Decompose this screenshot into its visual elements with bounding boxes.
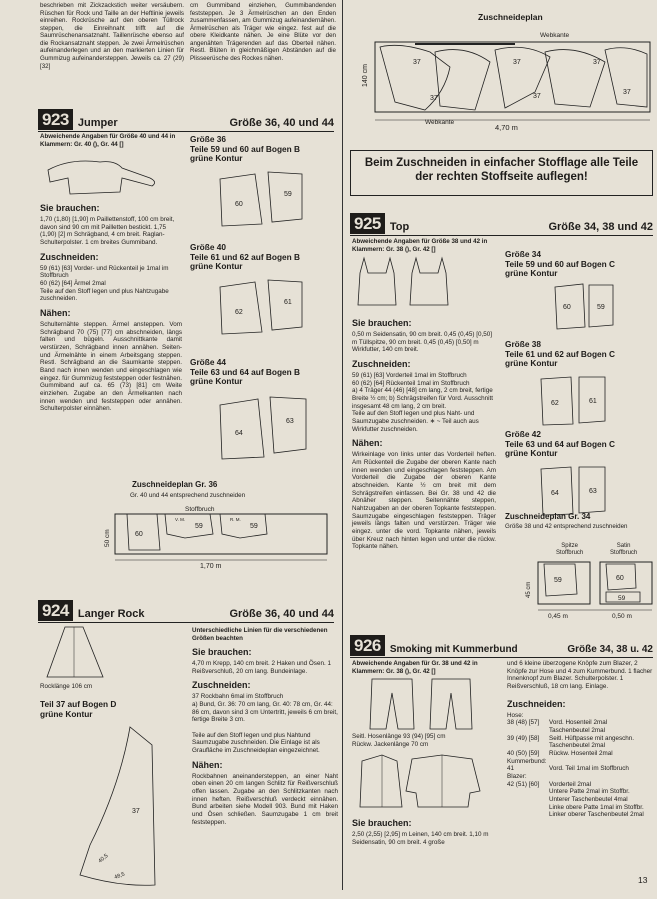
s925-plan-diagram bbox=[520, 560, 655, 620]
s923-brauchen-heading: Sie brauchen: bbox=[40, 203, 100, 214]
zp-piece-2: 37 bbox=[430, 95, 438, 102]
section-923-title: Jumper bbox=[77, 116, 118, 129]
s925-g3-a: 64 bbox=[551, 489, 559, 497]
s923-g1-a: 60 bbox=[235, 200, 243, 208]
zp-piece-1: 37 bbox=[413, 59, 421, 66]
s924-teil: Teil 37 auf Bogen D grüne Kontur bbox=[40, 699, 117, 719]
section-925-number: 925 bbox=[350, 213, 385, 234]
zp-piece-5: 37 bbox=[593, 59, 601, 66]
s925-brauchen: 0,50 m Seidensatin, 90 cm breit. 0,45 (0,45) [0,50] m Tüllspitze, 90 cm breit. 0,45 (0,45) [0,50] m Wirkfutter, 140 cm breit. bbox=[352, 331, 493, 354]
section-923-sizes: Größe 36, 40 und 44 bbox=[229, 116, 334, 129]
zuschneiden-row-num: 42 (51) [60] bbox=[507, 780, 540, 788]
s925-g2-a: 62 bbox=[551, 399, 559, 407]
s923-plan-title: Zuschneideplan Gr. 36 bbox=[132, 480, 218, 489]
s925-plan-left-label: Spitze Stoffbruch bbox=[556, 543, 584, 557]
s923-zuschneiden-heading: Zuschneiden: bbox=[40, 251, 99, 262]
s925-group-1-pieces bbox=[505, 279, 645, 337]
section-925-header bbox=[350, 213, 653, 236]
zp-webkante-top: Webkante bbox=[540, 32, 570, 39]
s923-pattern-group-3 bbox=[190, 358, 338, 467]
zp-piece-3: 37 bbox=[513, 59, 521, 66]
s924-brauchen-heading: Sie brauchen: bbox=[192, 647, 252, 658]
s926-zuschneiden-list bbox=[507, 712, 653, 819]
zuschneiden-row-num: 39 (49) [58] bbox=[507, 734, 540, 742]
s923-plan-fold: Stoffbruch bbox=[185, 506, 215, 513]
zuschneiden-row bbox=[507, 773, 653, 781]
section-926-sizes: Größe 34, 38 u. 42 bbox=[567, 643, 653, 655]
s925-g1-b: 59 bbox=[597, 303, 605, 311]
zuschneiden-row-text: Vord. Hosenteil 2mal Taschenbeutel 2mal bbox=[549, 719, 608, 734]
s923-g3-a: 64 bbox=[235, 429, 243, 437]
s924-mark-1: 40,5 bbox=[97, 853, 110, 865]
s923-plan-width: 1,70 m bbox=[200, 563, 222, 570]
s923-group-3-pieces bbox=[190, 387, 330, 467]
zuschneiden-row-text: Seitl. Hüftpasse mit angeschn. Taschenbeutel 2mal bbox=[549, 734, 635, 750]
s923-intro: Abweichende Angaben für Größe 40 und 44 in Klammern: Gr. 40 (), Gr. 44 [] bbox=[40, 133, 176, 148]
section-926-header bbox=[350, 635, 653, 658]
s926-laenge: Seitl. Hosenlänge 93 (94) [95] cm Rückw. Jackenlänge 70 cm bbox=[352, 733, 446, 748]
s923-plan-sub: Gr. 40 und 44 entsprechend zuschneiden bbox=[130, 492, 246, 499]
zuschneiden-row-num: Blazer: bbox=[507, 773, 527, 781]
s925-plan-width-right: 0,50 m bbox=[612, 613, 632, 620]
zp-width: 4,70 m bbox=[495, 123, 518, 132]
zuschneiden-row bbox=[507, 719, 653, 734]
section-926-left bbox=[352, 660, 502, 847]
zuschneiden-row-num: 40 (50) [59] bbox=[507, 750, 540, 758]
zuschneiden-row bbox=[507, 781, 653, 819]
section-924-header bbox=[38, 600, 334, 623]
s925-pattern-group-3 bbox=[505, 430, 655, 519]
s925-plan-height: 45 cm bbox=[526, 581, 532, 598]
zuschneiden-row-num: 41 bbox=[507, 765, 515, 773]
page-number: 13 bbox=[638, 875, 648, 885]
s923-group-1-label: Größe 36 Teile 59 und 60 auf Bogen B grüne Kontur bbox=[190, 134, 301, 164]
section-926-title: Smoking mit Kummerbund bbox=[389, 643, 518, 655]
s924-naehen-heading: Nähen: bbox=[192, 759, 223, 770]
s923-brauchen: 1,70 (1,80) [1,90] m Paillettenstoff, 100 cm breit, davon sind 90 cm mit Pailletten bestickt. 1,75 (1,90) [2] m Schrägband, 4 cm breit. Raglan-Schulterpolster. 1 cm breites Gummiband. bbox=[40, 216, 175, 247]
s925-plan-width-left: 0,45 m bbox=[548, 613, 568, 620]
s923-g3-b: 63 bbox=[286, 417, 294, 425]
s925-group-2-pieces bbox=[505, 369, 645, 429]
s925-plan-title: Zuschneideplan Gr. 34 bbox=[505, 512, 591, 521]
s923-group-2-pieces bbox=[190, 272, 330, 342]
s926-brauchen: 2,50 (2,55) [2,95] m Leinen, 140 cm breit. 1,10 m Seidensatin, 90 cm breit. 4 große bbox=[352, 831, 489, 847]
zuschneiden-row-num: 38 (48) [57] bbox=[507, 719, 540, 727]
s926-zuschneiden-heading: Zuschneiden: bbox=[507, 698, 566, 709]
s923-plan-height: 50 cm bbox=[104, 529, 111, 547]
zp-height: 140 cm bbox=[362, 64, 369, 87]
s923-naehen-heading: Nähen: bbox=[40, 308, 71, 319]
s925-naehen-heading: Nähen: bbox=[352, 438, 383, 449]
section-924-number: 924 bbox=[38, 600, 73, 621]
s924-naehen: Rockbahnen aneinandersteppen, an einer Naht oben einen 20 cm langen Schlitz für Reißverschluß offen lassen. Zugabe an den Schlitzkanten nach innen heften. Reißverschluß verdeckt einnähen. Bund arbeiten siehe Modell 903. Bund mit Haken und Ösen schließen. Saumzugabe 1 cm breit feststeppen. bbox=[192, 772, 338, 826]
s925-group-3-label: Größe 42 Teile 63 und 64 auf Bogen C grüne Kontur bbox=[505, 429, 616, 459]
zuschneiden-row bbox=[507, 735, 653, 750]
trousers-sketch bbox=[352, 675, 492, 733]
s924-laenge: Rocklänge 106 cm bbox=[40, 683, 93, 690]
section-925-left bbox=[352, 238, 496, 551]
s926-col2-text: und 6 kleine überzogene Knöpfe zum Blazer, 2 Knöpfe zur Hose und 4 zum Kummerbund. 1 flacher Innenknopf zum Blazer. Schulterpolster. 1 Reißverschluß, 18 cm lang. Einlage. bbox=[507, 660, 653, 691]
zuschneiden-row bbox=[507, 750, 653, 758]
s923-group-1-pieces bbox=[190, 164, 330, 234]
section-923-number: 923 bbox=[38, 109, 73, 130]
s924-mark-2: 48,5 bbox=[113, 871, 126, 881]
s925-plan-right-label: Satin Stoffbruch bbox=[610, 543, 638, 557]
section-923-left bbox=[40, 133, 182, 413]
section-926-right bbox=[507, 660, 653, 819]
s925-g1-a: 60 bbox=[563, 303, 571, 311]
s924-intro: Unterschiedliche Linien für die verschiedenen Größen beachten bbox=[192, 627, 328, 642]
s925-plan-p2: 60 bbox=[616, 575, 624, 582]
s923-zuschneiden: 59 (61) [63] Vorder- und Rückenteil je 1mal im Stoffbruch 60 (62) [64] Ärmel 2mal Teile auf den Stoff legen und plus Nahtzugabe zuschneiden. bbox=[40, 264, 169, 303]
s925-group-2-label: Größe 38 Teile 61 und 62 auf Bogen C grüne Kontur bbox=[505, 339, 616, 369]
s923-plan-p2: 59 bbox=[195, 523, 203, 530]
section-926-number: 926 bbox=[350, 635, 385, 656]
zuschneiden-row bbox=[507, 765, 653, 773]
section-925-sizes: Größe 34, 38 und 42 bbox=[548, 220, 653, 233]
s923-pattern-group-1 bbox=[190, 135, 338, 234]
s923-plan-diagram bbox=[105, 502, 335, 572]
s925-intro: Abweichende Angaben für Größe 38 und 42 in Klammern: Gr. 38 (), Gr. 42 [] bbox=[352, 238, 488, 253]
s923-naehen: Schulternähte steppen. Ärmel ansteppen. Vom Schrägband 70 (75) [77] cm abschneiden, längs falten und bügeln. Ausschnittkante damit verstürzen, Schrägband innen annähen. Seiten- und Ärmelnähte in einem Arbeitsgang steppen. Restl. Schrägband an die Saumkante steppen. Band nach innen wenden und eingeschlagen wie eingez. für Gummizug feststeppen oder festnähen. Gummiband auf ca. 65 (73) [81] cm Weite einziehen. Zugabe an den Ärmelkanten nach innen wenden und feststeppen oder annähen. Schulterpolster einnähen. bbox=[40, 321, 182, 413]
s924-piece-diagram bbox=[60, 725, 180, 893]
column-divider bbox=[342, 0, 343, 890]
banner: Beim Zuschneiden in einfacher Stofflage alle Teile der rechten Stoffseite auflegen! bbox=[350, 150, 653, 196]
zuschneiden-row-text: Vord. Teil 1mal im Stoffbruch bbox=[549, 765, 629, 773]
s925-group-3-pieces bbox=[505, 459, 645, 519]
zuschneiden-row-text: Vorderteil 2mal Untere Patte 2mal im Stoffbr. Unterer Taschenbeutel 4mal Linke obere Patte 1mal im Stoffbr. Linker oberer Taschenbeutel 2mal bbox=[549, 780, 644, 819]
s925-brauchen-heading: Sie brauchen: bbox=[352, 318, 412, 329]
s923-pattern-group-2 bbox=[190, 243, 338, 342]
zuschneiden-row-text: Rückw. Hosenteil 2mal bbox=[549, 750, 613, 758]
section-924-right bbox=[192, 627, 338, 826]
s925-plan-p1: 59 bbox=[554, 577, 562, 584]
s923-plan-p1: 60 bbox=[135, 531, 143, 538]
section-923-header bbox=[38, 109, 334, 132]
zuschneideplan-diagram bbox=[355, 22, 655, 137]
s923-g1-b: 59 bbox=[284, 190, 292, 198]
s923-group-2-label: Größe 40 Teile 61 und 62 auf Bogen B grüne Kontur bbox=[190, 242, 301, 272]
s923-group-3-label: Größe 44 Teile 63 und 64 auf Bogen B grüne Kontur bbox=[190, 357, 301, 387]
zuschneiden-row-num: Kummerbund: bbox=[507, 757, 547, 765]
s925-zuschneiden: 59 (61) [63] Vorderteil 1mal im Stoffbruch 60 (62) [64] Rückenteil 1mal im Stoffbruch a) 4 Träger 44 (46) [48] cm lang, 2 cm breit, fertige Breite ½ cm; b) Schrägstreifen für Vord. Ausschnitt insgesamt 48 cm lang, 2 cm breit. Teile auf den Stoff legen und plus Naht- und Saumzugabe zuschneiden. ∗ ~ Teil auch aus Wirkfutter zuschneiden. bbox=[352, 372, 494, 433]
blazer-sketch bbox=[352, 751, 492, 813]
zuschneiden-row bbox=[507, 712, 653, 720]
top-sketch bbox=[352, 253, 492, 313]
s925-zuschneiden-heading: Zuschneiden: bbox=[352, 359, 411, 370]
s923-g2-b: 61 bbox=[284, 298, 292, 306]
s925-naehen: Wirkeinlage von links unter das Vorderteil heften. Am Rückenteil die Zugabe der oberen Kante nach innen wenden und eingeschlagen feststeppen. Am Vorderteil die Zugabe der oberen Kante abschneiden. Kante ½ cm breit mit dem Schrägstreifen einfassen. Bei Gr. 38 und 42 die Abnäher steppen. Seitennähte steppen, Nahtzugaben an der oberen Topkante feststeppen. Saumzugabe eingeschlagen feststeppen. Träger jeweils längs falten und verstürzen. Träger wie eingez. unter die vord. Topkante nähen, jeweils über Kreuz nach hinten legen und unter die rückw. Topkante nähen. bbox=[352, 451, 496, 551]
s923-g2-a: 62 bbox=[235, 308, 243, 316]
zuschneiden-row bbox=[507, 758, 653, 766]
s925-pattern-group-1 bbox=[505, 250, 655, 337]
section-925-title: Top bbox=[389, 220, 410, 233]
s925-g2-b: 61 bbox=[589, 397, 597, 405]
s926-intro: Abweichende Angaben für Gr. 38 und 42 in Klammern: Gr. 38 (), Gr. 42 [] bbox=[352, 660, 478, 675]
s925-pattern-group-2 bbox=[505, 340, 655, 429]
top-text-col1: beschrieben mit Zickzackstich weiter versäubern. Rüschen für Rock und Taille an der Heftlinie jeweils einreihen. Rockrüsche auf den oberen Tüllrock steppen, die Einreihnaht trifft auf die Saumrüschenansatznaht. Taillenrüsche ebenso auf die Rockansatznaht steppen. Je zwei Ärmelrüschen aufeinanderlegen und an den markierten Linien für Gummizug aufeinandersteppen. Jeweils ca. 27 (29) [32] bbox=[40, 2, 184, 70]
s924-zuschneiden-heading: Zuschneiden: bbox=[192, 680, 251, 691]
zuschneiden-row-num: Hose: bbox=[507, 711, 524, 719]
skirt-sketch bbox=[45, 625, 125, 680]
top-text-col2: cm Gummiband einziehen, Gummibandenden feststeppen. Je 3 Ärmelrüschen an den Enden zusammenfassen, am Gummizug aufeinandernähen. Ärmelrüschen als Träger wie eingez. fest auf die obere Kleidkante nähen. Je eine Blüte vor den angenähten Trägerenden auf das Oberteil nähen. Restl. Blüten in gleichmäßigen Abständen auf die Plisseerüsche des Rockes nähen. bbox=[190, 2, 336, 62]
s925-g3-b: 63 bbox=[589, 487, 597, 495]
s923-plan-mark-1: V. M. bbox=[175, 517, 186, 522]
s924-piece: 37 bbox=[132, 808, 140, 815]
jumper-sketch bbox=[40, 148, 180, 198]
zuschneideplan-title: Zuschneideplan bbox=[478, 12, 543, 22]
s924-zuschneiden: 37 Rockbahn 6mal im Stoffbruch a) Bund, Gr. 36: 70 cm lang, Gr. 40: 78 cm, Gr. 44: 86 cm, davon sind 3 cm Untertritt, jeweils 6 cm breit, fertige Breite 3 cm. Teile auf den Stoff legen und plus Nahtund Saumzugabe zuschneiden. Die Einlage ist als Graufläche im Zuschneideplan eingezeichnet. bbox=[192, 693, 338, 755]
zp-webkante-bottom: Webkante bbox=[425, 119, 455, 126]
zp-piece-4: 37 bbox=[533, 93, 541, 100]
s923-plan-mark-2: R. M. bbox=[230, 517, 241, 522]
s926-brauchen-heading: Sie brauchen: bbox=[352, 818, 412, 829]
s925-plan-sub: Größe 38 und 42 entsprechend zuschneiden bbox=[505, 523, 628, 530]
section-924-sizes: Größe 36, 40 und 44 bbox=[229, 607, 334, 620]
s924-brauchen: 4,70 m Krepp, 140 cm breit. 2 Haken und Ösen. 1 Reißverschluß, 20 cm lang. Bundeinlage. bbox=[192, 660, 331, 675]
s925-plan-p3: 59 bbox=[618, 595, 626, 602]
s923-plan-p3: 59 bbox=[250, 523, 258, 530]
zp-piece-6: 37 bbox=[623, 89, 631, 96]
s925-group-1-label: Größe 34 Teile 59 und 60 auf Bogen C grüne Kontur bbox=[505, 249, 616, 279]
section-924-title: Langer Rock bbox=[77, 607, 145, 620]
